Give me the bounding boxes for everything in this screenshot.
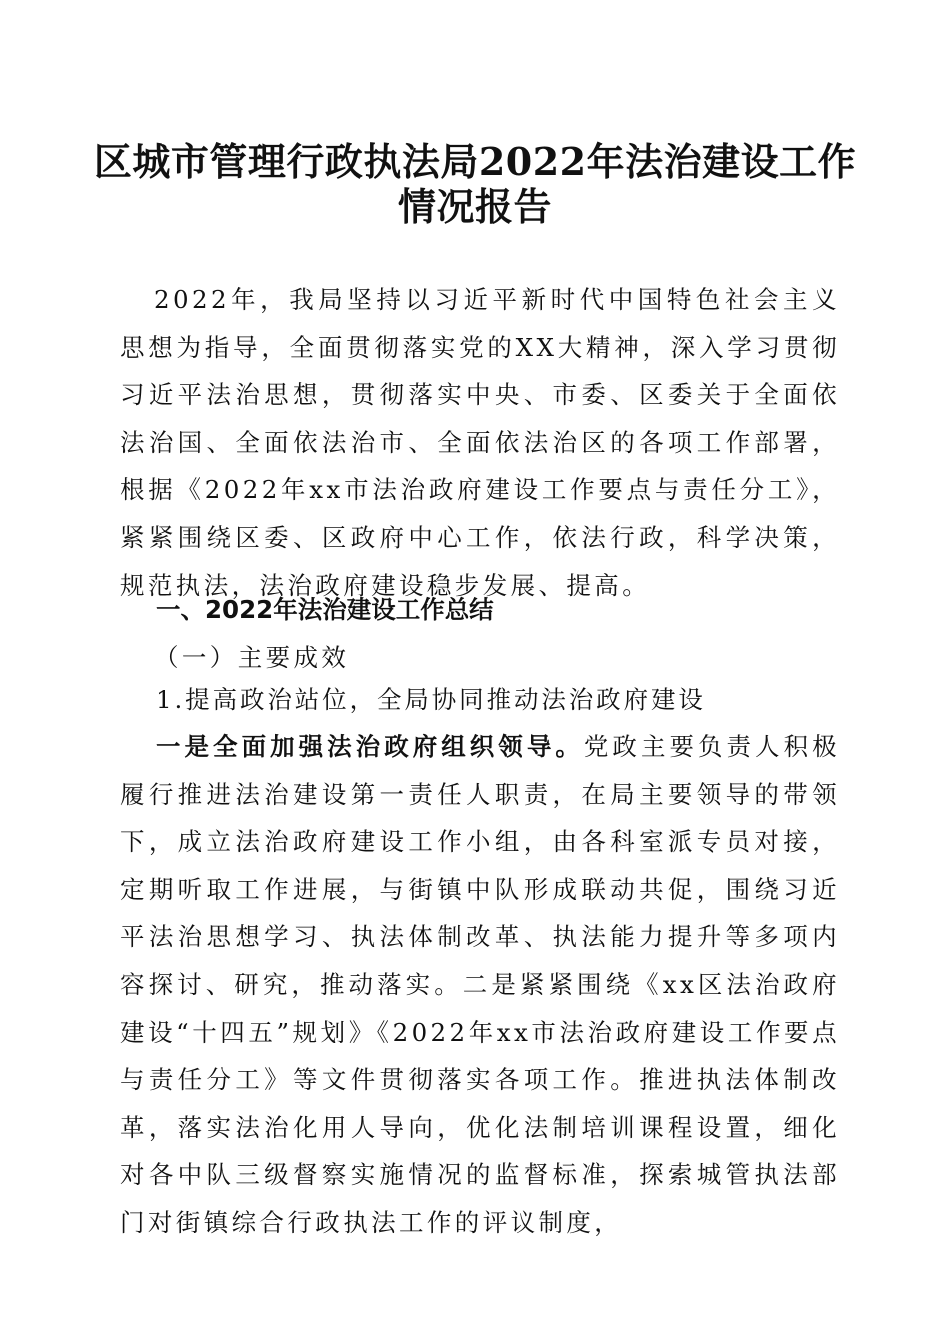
section-heading-summary: 一、2022年法治建设工作总结: [156, 595, 494, 624]
document-title-line-1: 区城市管理行政执法局2022年法治建设工作: [93, 139, 857, 184]
paragraph-body: 党政主要负责人积极履行推进法治建设第一责任人职责，在局主要领导的带领下，成立法治政府建设工作小组，由各科室派专员对接，定期听取工作进展，与街镇中队形成联动共促，围绕习近平法治思想学习、执法体制改革、执法能力提升等多项内容探讨、研究，推动落实。二是紧紧围绕《xx区法治政府建设“十四五”规划》《2022年xx市法治政府建设工作要点与责任分工》等文件贯彻落实各项工作。推进执法体制改革，落实法治化用人导向，优化法制培训课程设置，细化对各中队三级督察实施情况的监督标准，探索城管执法部门对街镇综合行政执法工作的评议制度，: [120, 732, 840, 1237]
item-paragraph-organization-leadership: [120, 723, 840, 1247]
intro-paragraph: 2022年，我局坚持以习近平新时代中国特色社会主义思想为指导，全面贯彻落实党的XX大精神，深入学习贯彻习近平法治思想，贯彻落实中央、市委、区委关于全面依法治国、全面依法治市、全面依法治区的各项工作部署，根据《2022年xx市法治政府建设工作要点与责任分工》，紧紧围绕区委、区政府中心工作，依法行政，科学决策，规范执法，法治政府建设稳步发展、提高。: [120, 285, 840, 600]
paragraph-lead-sentence: 一是全面加强法治政府组织领导。: [156, 732, 584, 761]
subsection-heading-achievements: （一）主要成效: [154, 643, 350, 672]
item-heading-political-standing: 1.提高政治站位，全局协同推动法治政府建设: [156, 685, 706, 714]
document-title-line-2: 情况报告: [397, 184, 552, 229]
